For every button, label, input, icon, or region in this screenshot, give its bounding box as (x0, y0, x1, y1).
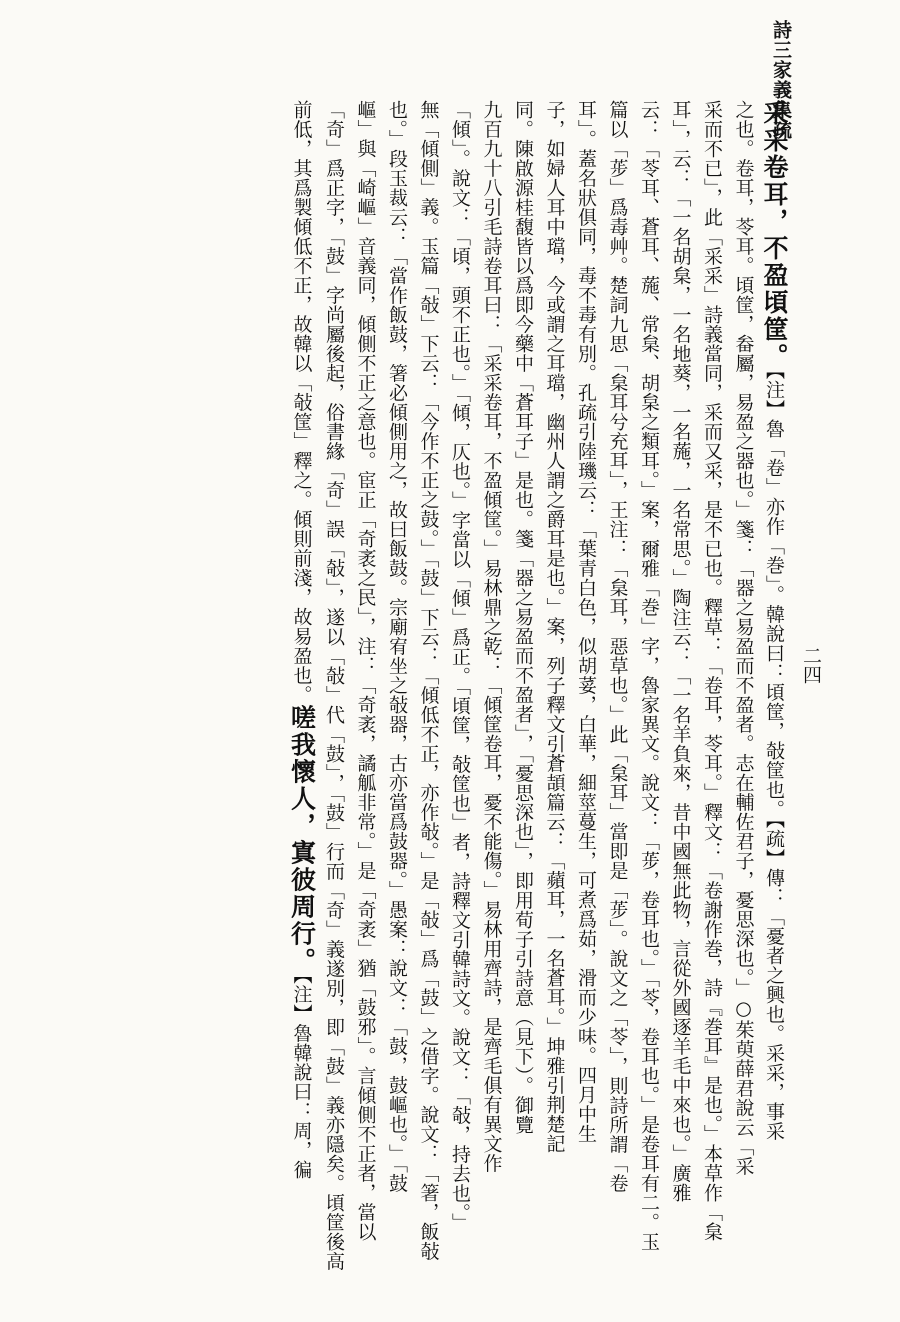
text-column-13: 也。」段玉裁云：「當作飯鼓，箸必傾側用之，故曰飯鼓。宗廟宥坐之敧器，古亦當爲鼓器。」愚案：說文：「鼓，鼓嶇也。」「鼓 (386, 100, 408, 1193)
text-column-3: 采而不已」，此「采采」詩義當同，采而又采，是不已也。釋草：「卷耳，苓耳。」釋文：「卷謝作巻，詩『巻耳』是也。」本草作「枲 (701, 100, 723, 1242)
annotation: 前低，其爲製傾低不正，故韓以「敧筐」釋之。傾則前淺，故易盈也。 (290, 100, 313, 705)
text-column-14: 嶇」與「崎嶇」音義同，傾側不正之意也。宦正「奇袤之民」，注：「奇袤，譎觚非常。」是「奇袤」猶「鼓邪」。言傾側不正者，當以 (354, 100, 377, 1242)
text-column-5: 云：「苓耳、蒼耳、葹、常枲、胡枲之類耳。」案，爾雅「巻」字，魯家異文。說文：「荹，卷耳也。」「苓，卷耳也。」是卷耳有二。玉 (638, 100, 660, 1252)
book-title: 詩三家義集疏 (770, 20, 792, 140)
text-column-9: 同。陳啟源桂馥皆以爲即今藥中「蒼耳子」是也。箋「器之易盈而不盈者」，「憂思深也」，即用荀子引詩意（見下）。御覽 (512, 100, 534, 1135)
verse-line: 嗟我懷人，寘彼周行。 (287, 704, 317, 975)
text-column-11: 「傾」。說文：「頃，頭不正也。」「傾，仄也。」字當以「傾」爲正。「頃筐，敧筐也」者，詩釋文引韓詩文。說文：「敧，持去也。」 (449, 100, 471, 1233)
annotation: 【注】魯「卷」亦作「巻」。韓說曰：頃筐，敧筐也。【疏】傳：「憂者之興也。采采，事采 (763, 370, 785, 1141)
text-column-1 (759, 100, 791, 1280)
verse-line: 采采卷耳，不盈頃筐。 (760, 100, 789, 370)
text-column-6: 篇以「荹」爲毒艸。楚詞九思「枲耳兮充耳」，王注：「枲耳，惡草也。」此「枲耳」當即是「荹」。說文之「苓」，則詩所謂「卷 (606, 100, 629, 1193)
text-body (100, 100, 790, 1280)
text-column-2: 之也。卷耳，苓耳。頃筐，畚屬，易盈之器也。」箋：「器之易盈而不盈者。志在輔佐君子，憂思深也。」○茱萸薛君說云「采 (732, 100, 755, 1176)
page-number: 二四 (800, 646, 822, 684)
annotation-tail: 【注】魯韓說曰：周，徧 (290, 974, 313, 1180)
text-column-10: 九百九十八引毛詩卷耳曰：「采采卷耳，不盈傾筐。」易林鼎之乾：「傾筐卷耳，憂不能傷。」易林用齊詩，是齊毛俱有異文作 (480, 100, 503, 1173)
text-column-15: 「奇」爲正字，「鼓」字尚屬後起，俗書緣「奇」誤「敧」，遂以「敧」代「鼓」，「鼓」行而「奇」義遂別，即「鼓」義亦隱矣。頃筐後高 (323, 100, 345, 1271)
text-column-16 (286, 100, 318, 1280)
text-column-7: 耳」。蓋名狀俱同，毒不毒有別。孔疏引陸璣云：「葉青白色，似胡荽，白華，細莖蔓生，可煮爲茹，滑而少味。四月中生 (575, 100, 597, 1144)
text-column-12: 無「傾側」義。玉篇「敧」下云：「今作不正之鼓。」「鼓」下云：「傾低不正，亦作敧。」是「敧」爲「鼓」之借字。說文：「箸，飯敧 (417, 100, 440, 1261)
text-column-8: 子，如婦人耳中璫，今或謂之耳璫，幽州人謂之爵耳是也。」案，列子釋文引蒼頡篇云：「蘋耳，一名蒼耳。」坤雅引荆楚記 (543, 100, 566, 1154)
text-column-4: 耳」，云：「一名胡枲，一名地葵，一名葹，一名常思。」陶注云：「一名羊負來，昔中國無此物，言從外國逐羊毛中來也。」廣雅 (669, 100, 692, 1203)
